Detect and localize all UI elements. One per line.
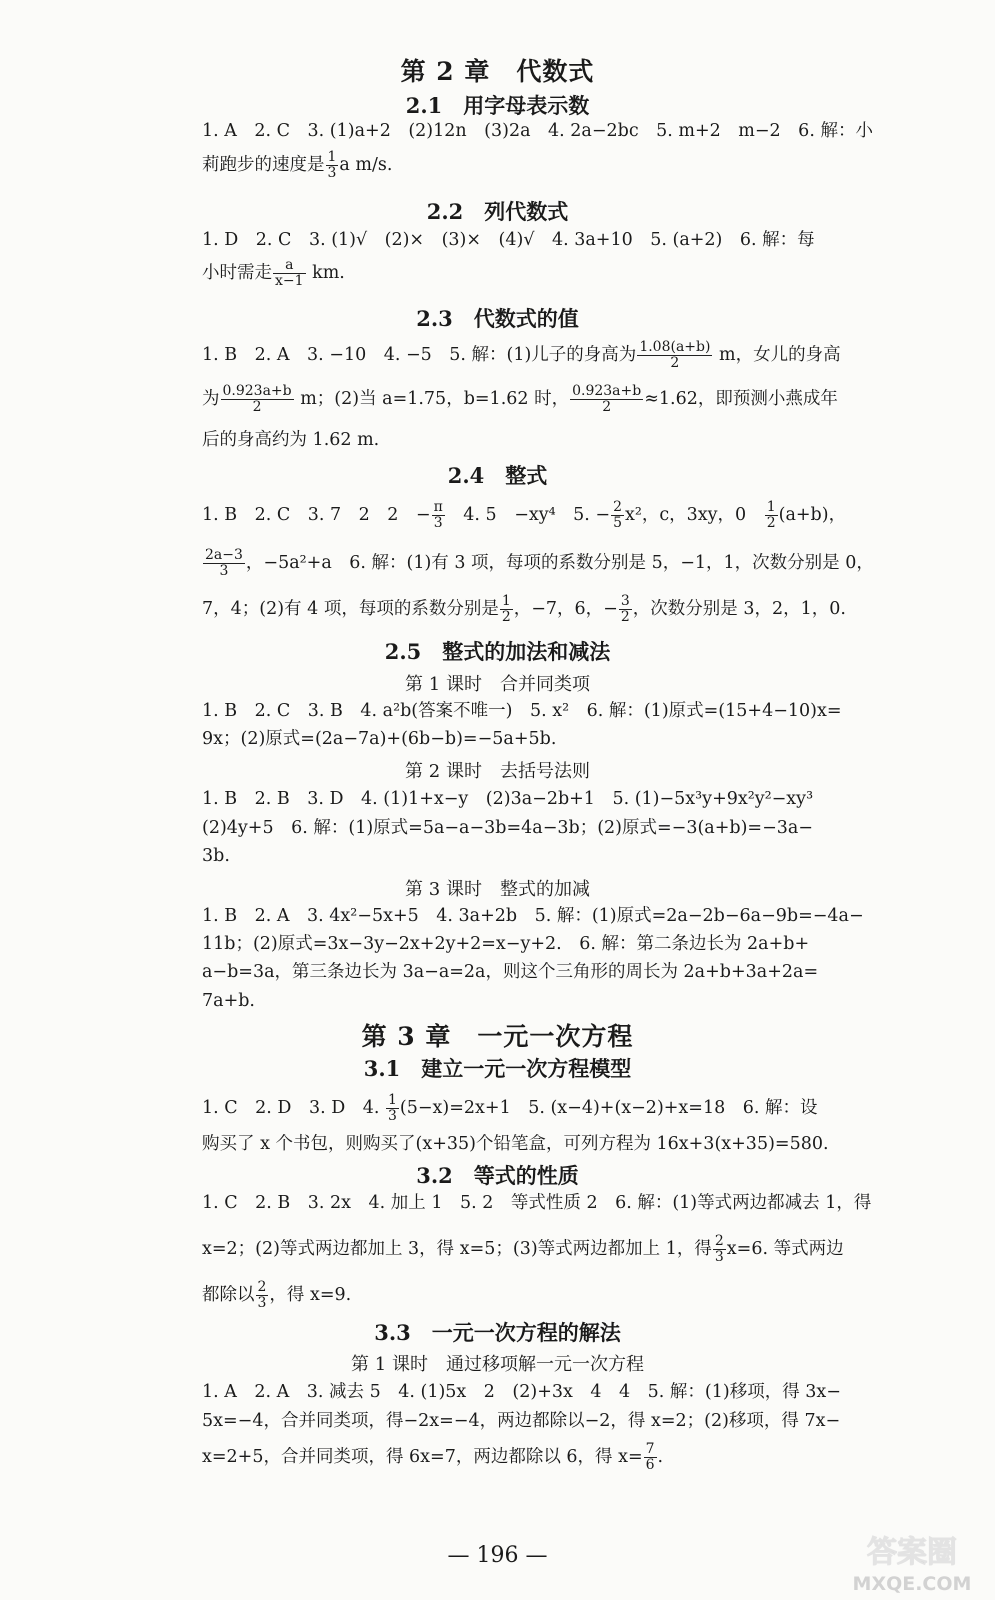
section-2-4-line-2: $\frac{2a-3}{3}$ ，−5a²+a 6. 解：(1)有 3 项，每项的系数分别是 5，−1，1，次数分别是 0， [205, 547, 874, 579]
section-2-3-title: 2.3 代数式的值 [416, 306, 579, 331]
section-3-1-line-1: 1. C 2. D 3. D 4. $\frac{1}{3}$ (5−x)=2x+1 5. (x−4)+(x−2)+x=18 6. 解：设 [202, 1092, 818, 1124]
section-2-4-title: 2.4 整式 [447, 463, 548, 488]
lesson-2-5-2-line-1: 1. B 2. B 3. D 4. (1)1+x−y (2)3a−2b+1 5. (1)−5x³y+9x²y²−xy³ [202, 789, 814, 809]
section-2-2-line-2: 小时需走 $\frac{a}{x-1}$ km. [202, 257, 345, 289]
section-3-3-line-3: x=2+5，合并同类项，得 6x=7，两边都除以 6，得 x= $\frac{7}{6}$ . [202, 1441, 664, 1473]
section-2-3-line-3: 后的身高约为 1.62 m. [202, 430, 380, 450]
watermark-logo-icon [837, 1526, 987, 1596]
section-2-2-title: 2.2 列代数式 [426, 199, 569, 224]
section-3-2-line-1: 1. C 2. B 3. 2x 4. 加上 1 5. 2 等式性质 2 6. 解：(1)等式两边都减去 1，得 [202, 1193, 872, 1213]
watermark-logo-text: 答案圈 [867, 1535, 957, 1570]
lesson-2-5-2-line-3: 3b. [202, 846, 230, 866]
lesson-2-5-3-line-2: 11b；(2)原式=3x−3y−2x+2y+2=x−y+2. 6. 解：第二条边长为 2a+b+ [202, 934, 810, 954]
section-3-2-title: 3.2 等式的性质 [416, 1163, 579, 1188]
section-3-1-line-2: 购买了 x 个书包，则购买了(x+35)个铅笔盒，可列方程为 16x+3(x+35)=580. [202, 1134, 829, 1154]
section-2-2-line-1: 1. D 2. C 3. (1)√ (2)× (3)× (4)√ 4. 3a+10 5. (a+2) 6. 解：每 [202, 230, 815, 250]
chapter-2-title: 第 2 章 代数式 [400, 57, 595, 86]
lesson-3-3-1-title: 第 1 课时 通过移项解一元一次方程 [351, 1354, 644, 1375]
lesson-2-5-3-line-4: 7a+b. [202, 991, 255, 1011]
section-3-3-line-2: 5x=−4，合并同类项，得−2x=−4，两边都除以−2，得 x=2；(2)移项，得 7x− [202, 1411, 841, 1431]
lesson-2-5-1-title: 第 1 课时 合并同类项 [405, 674, 590, 695]
section-2-5-title: 2.5 整式的加法和减法 [384, 639, 611, 664]
section-2-4-line-1: 1. B 2. C 3. 7 2 2 − $\frac{\pi}{3}$ 4. 5 −xy⁴ 5. − $\frac{2}{5}$ x²，c，3xy，0 $\frac{1}{2}$ (a+b)， [202, 499, 847, 531]
section-3-3-title: 3.3 一元一次方程的解法 [374, 1320, 621, 1345]
watermark-logo-domain: MXQE.COM [852, 1573, 972, 1595]
chapter-3-title: 第 3 章 一元一次方程 [361, 1022, 634, 1051]
lesson-2-5-1-line-2: 9x；(2)原式=(2a−7a)+(6b−b)=−5a+5b. [202, 729, 557, 749]
lesson-2-5-2-title: 第 2 课时 去括号法则 [405, 761, 590, 782]
section-3-2-line-3: 都除以 $\frac{2}{3}$ ，得 x=9. [202, 1279, 352, 1311]
section-2-1-line-2: 莉跑步的速度是 $\frac{1}{3}$ a m/s. [202, 149, 393, 181]
section-3-1-title: 3.1 建立一元一次方程模型 [363, 1056, 632, 1081]
lesson-2-5-3-line-3: a−b=3a，第三条边长为 3a−a=2a，则这个三角形的周长为 2a+b+3a+2a= [202, 962, 819, 982]
section-2-1-title: 2.1 用字母表示数 [405, 93, 590, 118]
page-number: — 196 — [447, 1543, 548, 1568]
section-3-2-line-2: x=2；(2)等式两边都加上 3，得 x=5；(3)等式两边都加上 1，得 $\frac{2}{3}$ x=6. 等式两边 [202, 1233, 844, 1265]
section-2-3-line-2: 为 $\frac{0.923a+b}{2}$ m；(2)当 a=1.75，b=1.62 时， $\frac{0.923a+b}{2}$ ≈1.62，即预测小燕成年 [202, 383, 838, 415]
lesson-2-5-1-line-1: 1. B 2. C 3. B 4. a²b(答案不唯一) 5. x² 6. 解：(1)原式=(15+4−10)x= [202, 701, 842, 721]
section-2-1-line-1: 1. A 2. C 3. (1)a+2 (2)12n (3)2a 4. 2a−2bc 5. m+2 m−2 6. 解：小 [202, 121, 873, 141]
watermark-logo [837, 1526, 987, 1596]
section-2-3-line-1: 1. B 2. A 3. −10 4. −5 5. 解：(1)儿子的身高为 $\frac{1.08(a+b)}{2}$ m，女儿的身高 [202, 339, 841, 371]
section-2-4-line-3: 7，4；(2)有 4 项，每项的系数分别是 $\frac{1}{2}$ ，−7，6，− $\frac{3}{2}$ ，次数分别是 3，2，1，0. [202, 593, 846, 625]
section-3-3-line-1: 1. A 2. A 3. 减去 5 4. (1)5x 2 (2)+3x 4 4 5. 解：(1)移项，得 3x− [202, 1382, 841, 1402]
lesson-2-5-3-title: 第 3 课时 整式的加减 [405, 879, 590, 900]
lesson-2-5-2-line-2: (2)4y+5 6. 解：(1)原式=5a−a−3b=4a−3b；(2)原式=−3(a+b)=−3a− [202, 818, 813, 838]
lesson-2-5-3-line-1: 1. B 2. A 3. 4x²−5x+5 4. 3a+2b 5. 解：(1)原式=2a−2b−6a−9b=−4a− [202, 906, 864, 926]
